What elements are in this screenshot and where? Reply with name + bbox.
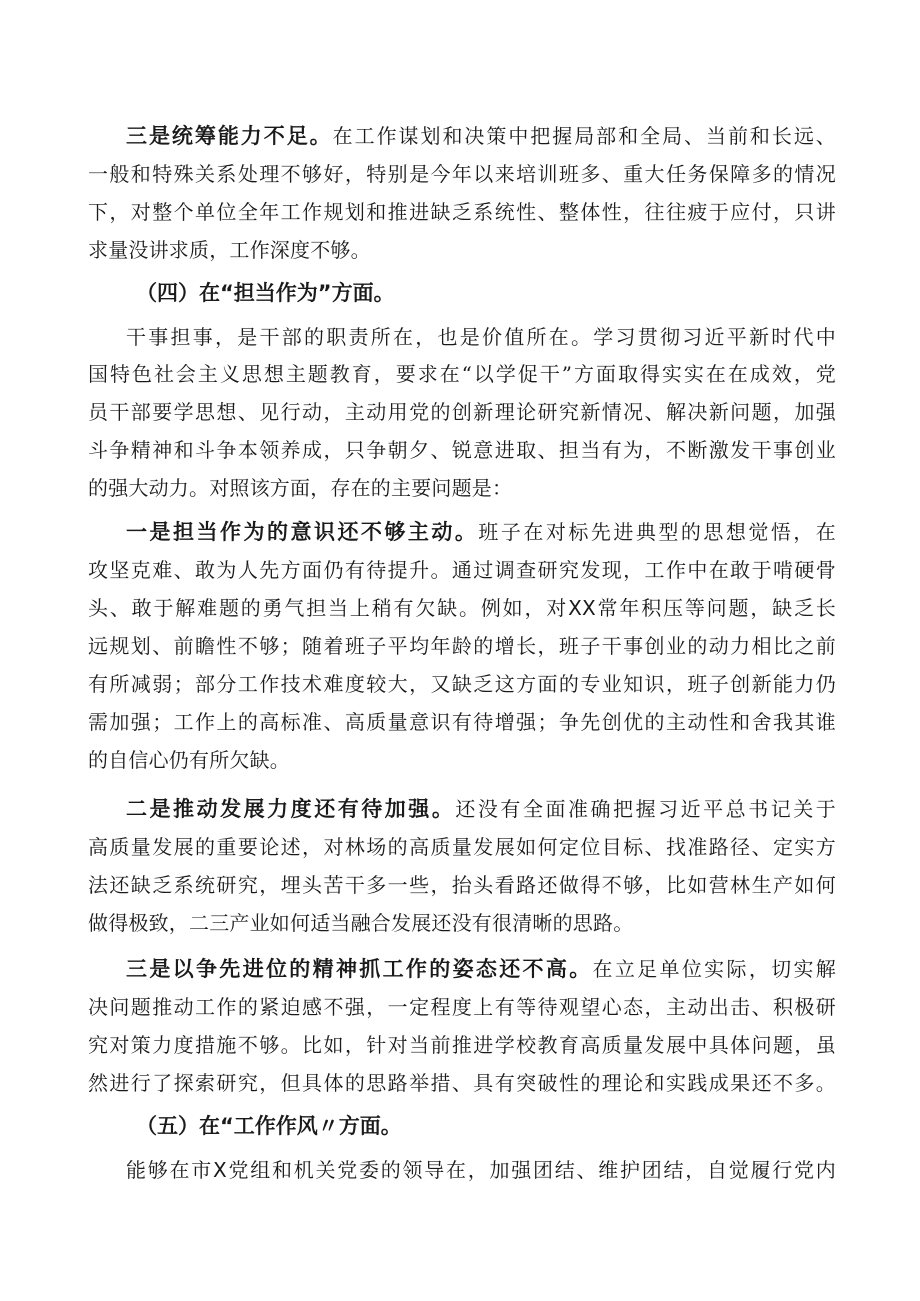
paragraph-3-line-5: 有所减弱；部分工作技术难度较大，又缺乏这方面的专业知识，班子创新能力仍	[88, 672, 836, 696]
paragraph-3-placeholder: XX	[568, 596, 596, 620]
paragraph-3-line-7: 的自信心仍有所欠缺。	[88, 748, 290, 772]
paragraph-2-line-5: 的强大动力。对照该方面，存在的主要问题是：	[88, 476, 513, 500]
paragraph-4-lead: 二是推动发展力度还有待加强。	[126, 797, 456, 821]
paragraph-1-line-1	[126, 119, 836, 153]
paragraph-2-line-1: 干事担事，是干部的职责所在，也是价值所在。学习贯彻习近平新时代中	[126, 325, 836, 349]
paragraph-1-line-3: 下，对整个单位全年工作规划和推进缺乏系统性、整体性，往往疲于应付，只讲	[88, 200, 836, 224]
paragraph-2-line-4: 斗争精神和斗争本领养成，只争朝夕、锐意进取、担当有为，不断激发干事创业	[88, 438, 836, 462]
paragraph-6-line-1	[126, 1153, 836, 1187]
paragraph-2-line-3: 员干部要学思想、见行动，主动用党的创新理论研究新情况、解决新问题，加强	[88, 400, 836, 424]
paragraph-3-line-3-c: 常年积压等问题，缺乏长	[595, 596, 836, 620]
paragraph-4-line-4: 做得极致，二三产业如何适当融合发展还没有很清晰的思路。	[88, 911, 634, 935]
paragraph-3-line-3	[88, 591, 836, 625]
paragraph-6-line-1-a: 能够在市	[126, 1158, 214, 1182]
paragraph-5-line-3: 究对策力度措施不够。比如，针对当前推进学校教育高质量发展中具体问题，虽	[88, 1033, 836, 1057]
paragraph-6-line-1-c: 党组和机关党委的领导在，加强团结、维护团结，自觉履行党内	[226, 1158, 836, 1182]
paragraph-4-line-1	[126, 792, 836, 826]
section-heading-5: （五）在“工作作风〃方面。	[136, 1114, 402, 1138]
paragraph-3-lead: 一是担当作为的意识还不够主动。	[126, 520, 479, 544]
paragraph-3-line-2: 攻坚克难、敢为人先方面仍有待提升。通过调查研究发现，工作中在敢于啃硬骨	[88, 558, 836, 582]
paragraph-1-text: 在工作谋划和决策中把握局部和全局、当前和长远、	[332, 124, 836, 148]
paragraph-2-line-2: 国特色社会主义思想主题教育，要求在“以学促干”方面取得实实在在成效，党	[88, 362, 836, 386]
paragraph-5-line-2: 决问题推动工作的紧迫感不强，一定程度上有等待观望心态，主动出击、积极研	[88, 995, 836, 1019]
paragraph-3-line-4: 远规划、前瞻性不够；随着班子平均年龄的增长，班子干事创业的动力相比之前	[88, 634, 836, 658]
paragraph-3-line-1	[126, 515, 836, 549]
paragraph-6-placeholder: X	[213, 1158, 227, 1182]
paragraph-3-line-3-a: 头、敢于解难题的勇气担当上稍有欠缺。例如，对	[88, 596, 569, 620]
paragraph-4-line-3: 法还缺乏系统研究，埋头苦干多一些，抬头看路还做得不够，比如营林生产如何	[88, 873, 836, 897]
paragraph-1-lead: 三是统筹能力不足。	[126, 124, 333, 148]
paragraph-4-line-2: 高质量发展的重要论述，对林场的高质量发展如何定位目标、找准路径、定实方	[88, 835, 836, 859]
paragraph-5-text: 在立足单位实际，切实解	[592, 957, 836, 981]
paragraph-4-text: 还没有全面准确把握习近平总书记关于	[455, 797, 836, 821]
paragraph-5-line-1	[126, 952, 836, 986]
paragraph-5-lead: 三是以争先进位的精神抓工作的姿态还不高。	[126, 957, 593, 981]
paragraph-1-line-4: 求量没讲求质，工作深度不够。	[88, 238, 371, 262]
paragraph-3-line-6: 需加强；工作上的高标准、高质量意识有待增强；争先创优的主动性和舍我其谁	[88, 710, 836, 734]
paragraph-5-line-4: 然进行了探索研究，但具体的思路举措、具有突破性的理论和实践成果还不多。	[88, 1071, 836, 1095]
paragraph-3-text: 班子在对标先进典型的思想觉悟，在	[478, 520, 837, 544]
section-heading-4: （四）在“担当作为”方面。	[136, 281, 395, 305]
paragraph-1-line-2: 一般和特殊关系处理不够好，特别是今年以来培训班多、重大任务保障多的情况	[88, 162, 836, 186]
